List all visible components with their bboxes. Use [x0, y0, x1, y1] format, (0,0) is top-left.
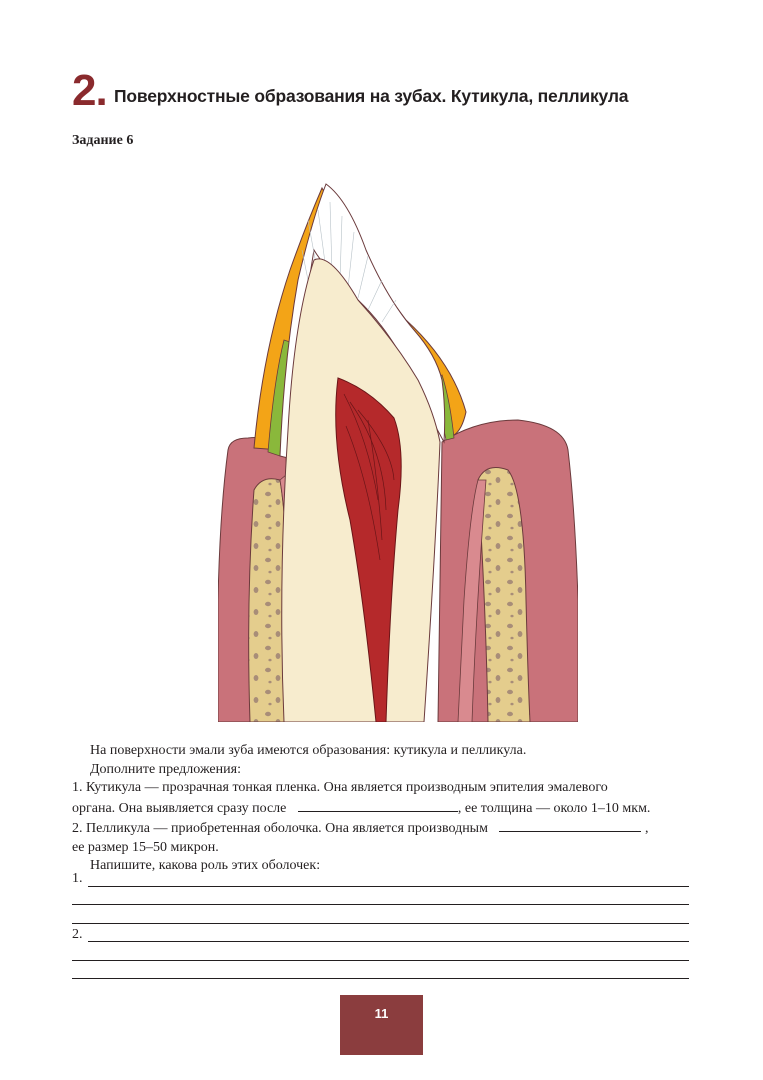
item-1-text-before-blank: органа. Она выявляется сразу после	[72, 800, 287, 816]
item-2-text-after-blank: ,	[644, 821, 649, 836]
item-1-text-after-blank: , ее толщина — около 1–10 мкм.	[457, 800, 651, 816]
task-text	[72, 742, 692, 876]
item-2-line-2: ее размер 15–50 микрон.	[72, 839, 219, 855]
task-label: Задание 6	[72, 133, 134, 148]
answer-row-1[interactable]	[72, 868, 689, 887]
page-number: 11	[374, 1006, 389, 1021]
answer-row-2c[interactable]	[72, 961, 689, 980]
answer-row-2b[interactable]	[72, 942, 689, 961]
fill-in-blank-1[interactable]	[298, 798, 458, 812]
instruction: Дополните предложения:	[90, 761, 241, 777]
answer-number-2: 2.	[72, 926, 83, 942]
chapter-heading	[72, 66, 712, 116]
fill-in-blank-2[interactable]	[499, 818, 641, 832]
answer-line[interactable]	[72, 978, 689, 979]
intro-sentence: На поверхности эмали зуба имеются образования: кутикула и пелликула.	[90, 743, 527, 758]
question: Напишите, какова роль этих оболочек:	[90, 858, 321, 873]
chapter-title: Поверхностные образования на зубах. Кутикула, пелликула	[114, 86, 629, 106]
item-1-line-2	[72, 798, 692, 819]
answer-lines	[72, 868, 689, 979]
item-2-text-before-blank: 2. Пелликула — приобретенная оболочка. Она является производным	[72, 821, 488, 836]
item-1-line-1: 1. Кутикула — прозрачная тонкая пленка. Она является производным эпителия эмалевого	[72, 780, 608, 795]
page-number-badge	[340, 995, 423, 1055]
item-2-line-1	[72, 818, 692, 839]
answer-row-1c[interactable]	[72, 905, 689, 924]
answer-row-1b[interactable]	[72, 887, 689, 906]
chapter-number: 2.	[72, 66, 107, 115]
answer-number-1: 1.	[72, 871, 83, 886]
answer-row-2[interactable]	[72, 924, 689, 943]
tooth-cross-section-illustration	[218, 180, 578, 722]
